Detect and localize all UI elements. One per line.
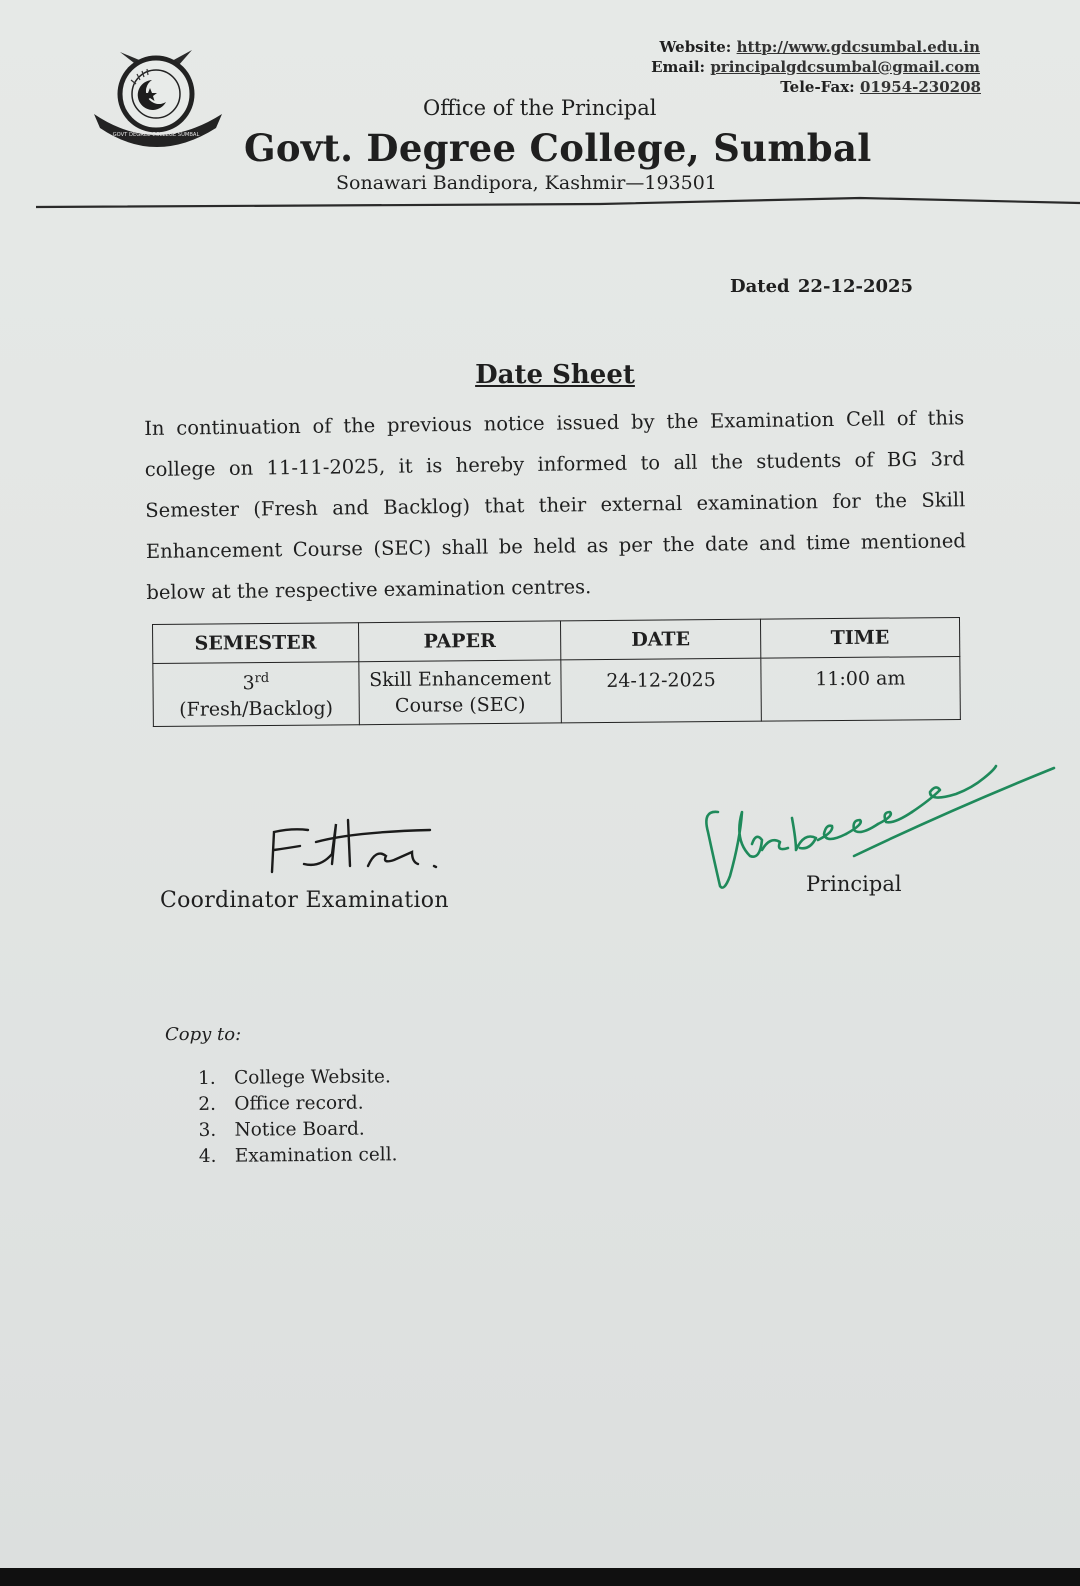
logo-banner-text: GOVT DEGREE COLLEGE SUMBAL	[112, 132, 200, 138]
college-name: Govt. Degree College, Sumbal	[244, 126, 872, 170]
bottom-bar	[0, 1568, 1080, 1586]
website-line	[660, 38, 980, 56]
paper-line-1: Skill Enhancement	[369, 667, 552, 692]
dated-line	[728, 276, 913, 297]
list-item: 3. Notice Board.	[198, 1118, 365, 1141]
email-label: Email:	[651, 58, 706, 76]
semester-suffix: rd	[254, 670, 270, 687]
telefax-line	[780, 78, 981, 96]
coordinator-label: Coordinator Examination	[160, 888, 449, 913]
cell-date: 24-12-2025	[561, 658, 761, 723]
email-line	[651, 58, 980, 76]
principal-label: Principal	[806, 872, 902, 896]
header-time: TIME	[760, 617, 960, 658]
email-link[interactable]: principalgdcsumbal@gmail.com	[710, 58, 980, 76]
semester-number: 3	[242, 672, 255, 695]
paper-line-2: Course (SEC)	[394, 693, 526, 717]
cell-semester	[153, 662, 359, 727]
copy-to-list	[198, 1064, 398, 1170]
semester-type: (Fresh/Backlog)	[179, 697, 334, 721]
list-item: 2. Office record.	[198, 1092, 364, 1115]
website-link[interactable]: http://www.gdcsumbal.edu.in	[736, 38, 980, 56]
college-logo-icon	[92, 44, 226, 148]
cell-paper	[359, 660, 562, 725]
website-label: Website:	[659, 38, 732, 56]
table-row	[153, 656, 961, 726]
exam-schedule-table	[152, 617, 961, 727]
copy-item-2: Office record.	[234, 1092, 364, 1115]
telefax-label: Tele-Fax:	[780, 78, 855, 96]
coordinator-signature-icon	[262, 818, 462, 890]
dated-value: 22-12-2025	[797, 276, 914, 297]
dated-label: Dated	[730, 276, 790, 297]
copy-item-4: Examination cell.	[234, 1144, 398, 1167]
list-item: 1. College Website.	[198, 1066, 391, 1089]
header-semester: SEMESTER	[153, 623, 359, 664]
header-divider	[0, 190, 1080, 214]
copy-to-label: Copy to:	[165, 1024, 242, 1045]
college-address: Sonawari Bandipora, Kashmir—193501	[336, 172, 717, 194]
list-item: 4. Examination cell.	[198, 1144, 398, 1167]
cell-time: 11:00 am	[760, 656, 960, 721]
notice-body: In continuation of the previous notice issued by the Examination Cell of this college on 11-11-2025, it is hereby informed to all the students of BG 3rd Semester (Fresh and Backlog) that their external examination for the Skill Enhancement Course (SEC) shall be held as per the date and time mentioned below at the respective examination centres.	[144, 406, 966, 604]
telefax-number: 01954-230208	[859, 78, 981, 96]
copy-item-1: College Website.	[234, 1066, 391, 1089]
office-line: Office of the Principal	[423, 96, 657, 120]
copy-item-3: Notice Board.	[234, 1118, 365, 1141]
header-date: DATE	[561, 619, 761, 660]
header-paper: PAPER	[358, 621, 561, 662]
page-title: Date Sheet	[475, 360, 635, 390]
